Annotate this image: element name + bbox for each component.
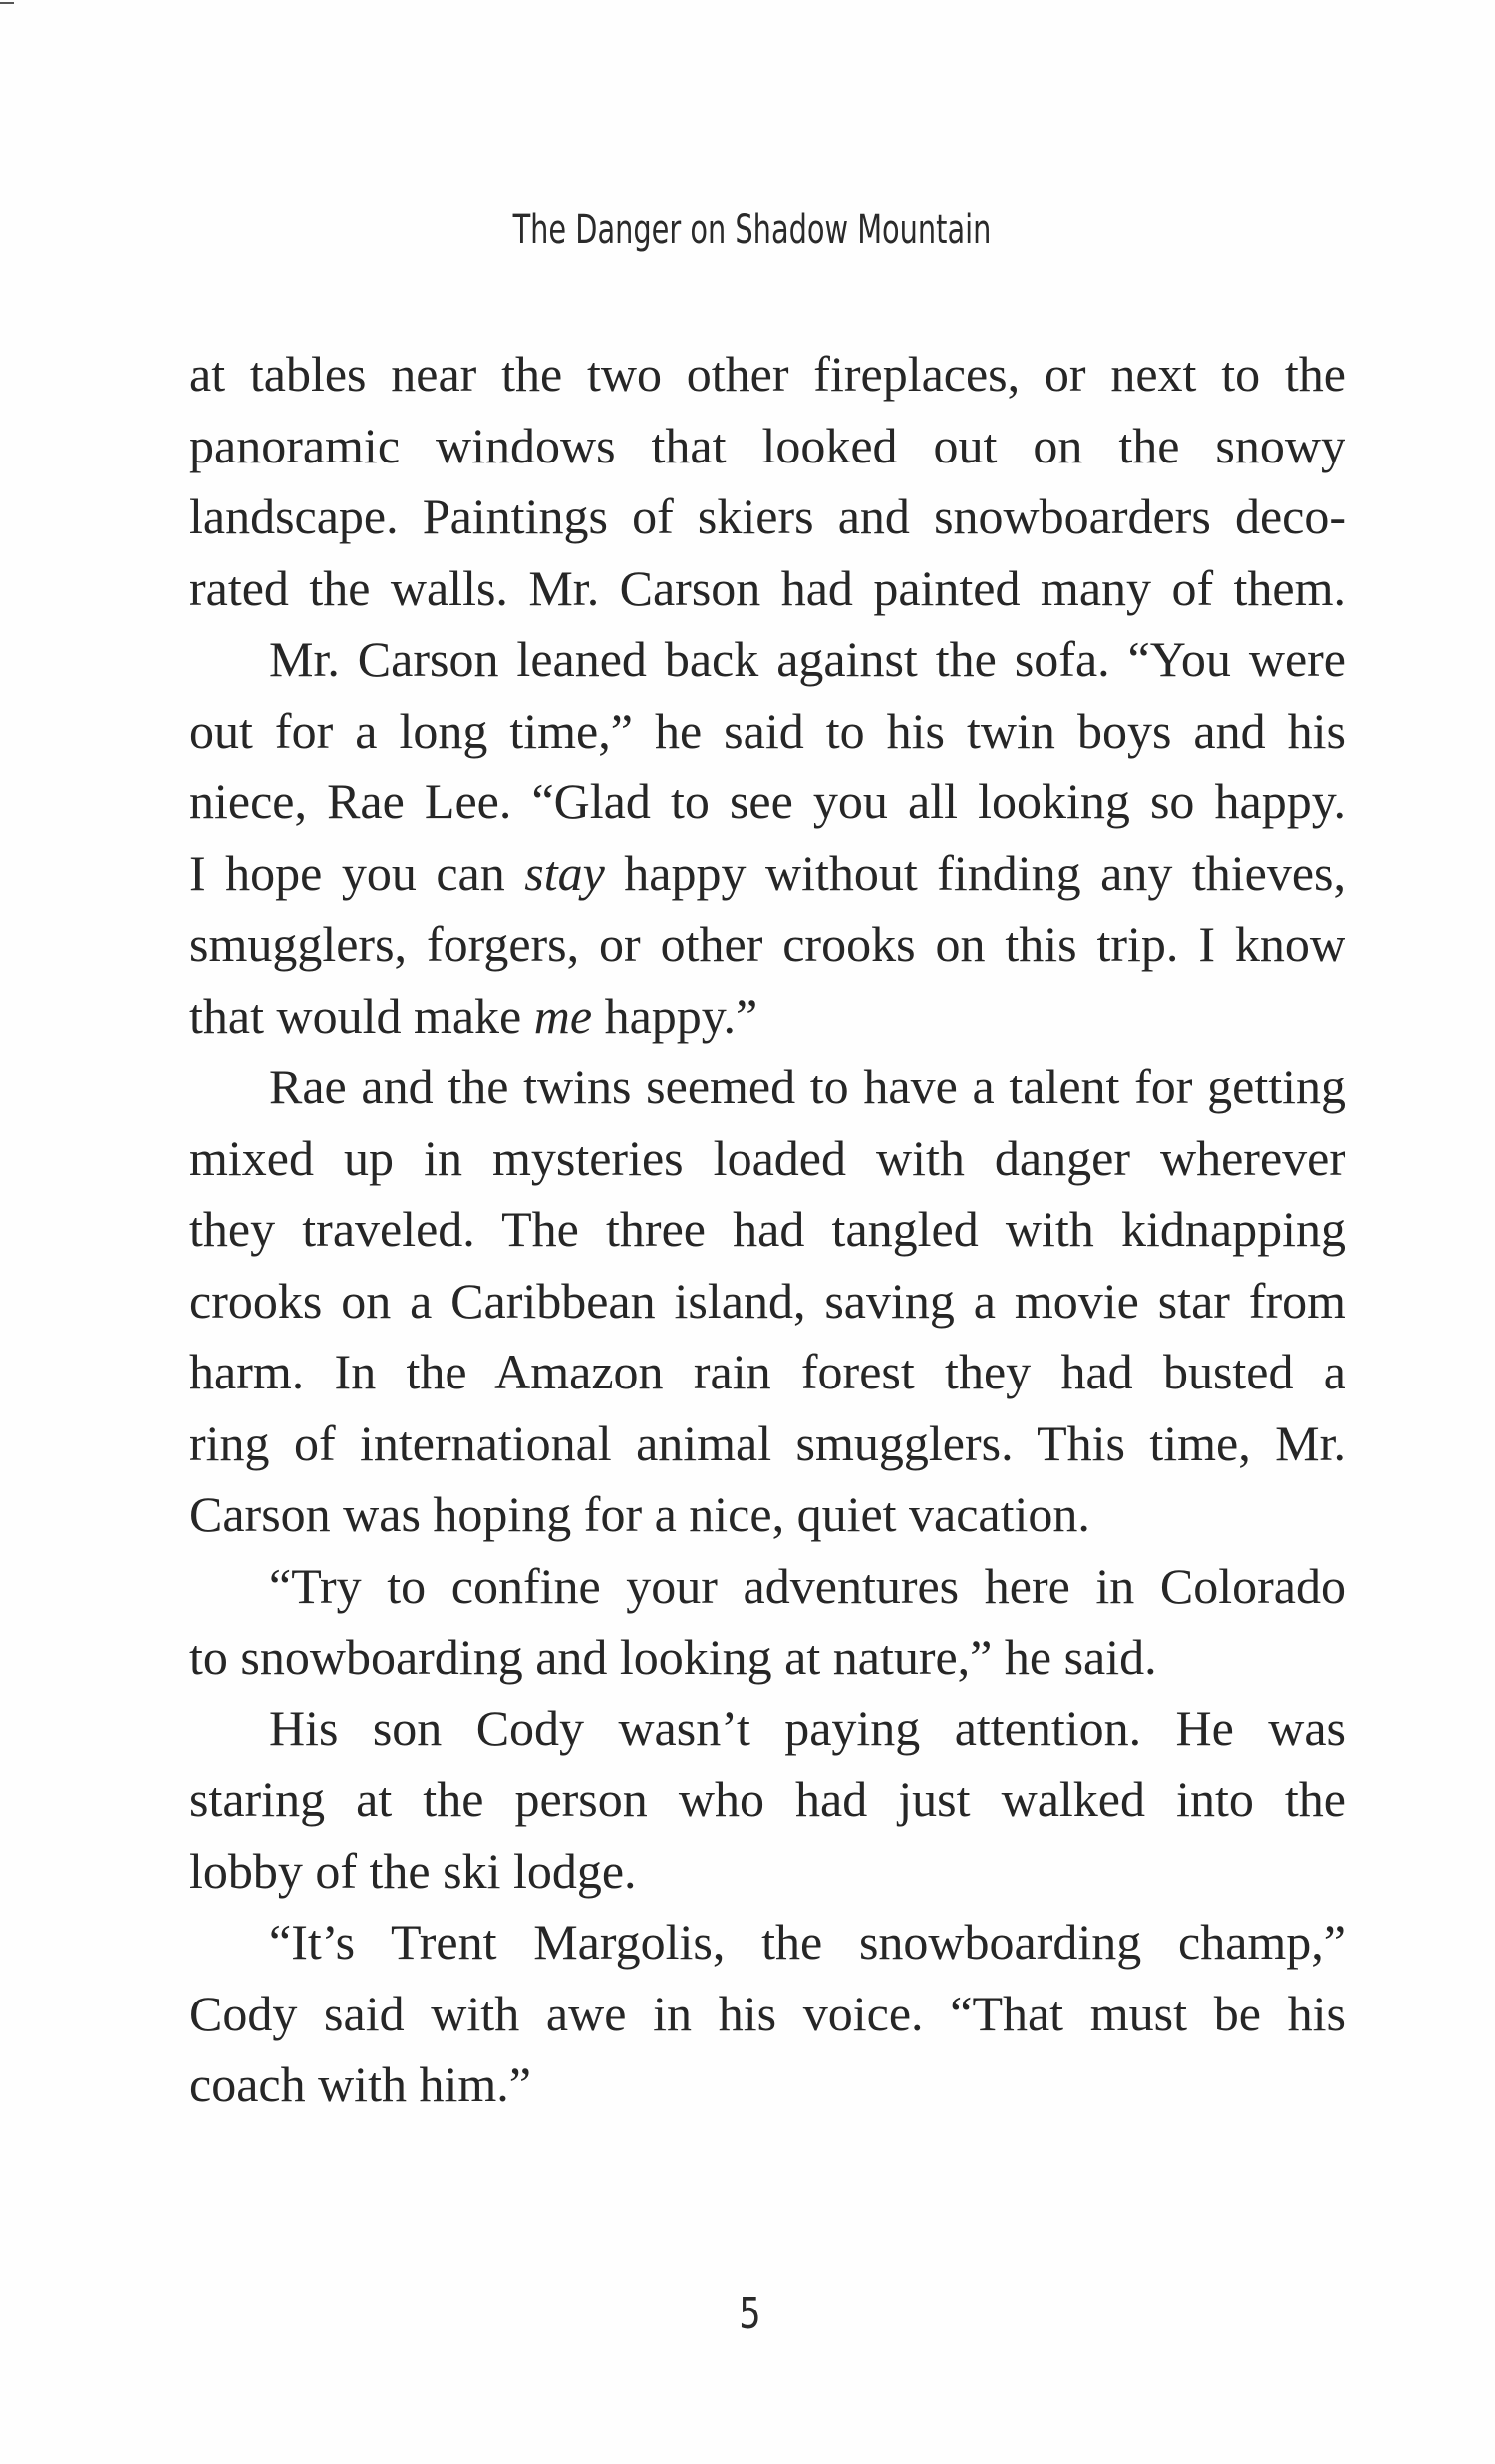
text-fragment: I hope you can [189, 844, 525, 901]
text-line: lobby of the ski lodge. [189, 1842, 637, 1899]
text-line: ring of international animal smugglers. This time, Mr. [189, 1414, 1346, 1471]
page-number: 5 [739, 2289, 761, 2339]
text-line: crooks on a Caribbean island, saving a movie star from [189, 1272, 1346, 1329]
text-line: staring at the person who had just walked into the [189, 1771, 1346, 1827]
text-line: smugglers, forgers, or other crooks on this trip. I know [189, 916, 1346, 972]
text-fragment: happy.” [592, 987, 758, 1044]
text-line: Mr. Carson leaned back against the sofa. “You were [269, 631, 1346, 687]
text-line: Cody said with awe in his voice. “That must be his [189, 1985, 1346, 2041]
text-line: mixed up in mysteries loaded with danger wherever [189, 1129, 1346, 1186]
running-head: The Danger on Shadow Mountain [512, 207, 992, 253]
text-line: His son Cody wasn’t paying attention. He was [269, 1699, 1346, 1756]
text-line: they traveled. The three had tangled with kidnapping [189, 1201, 1346, 1257]
text-line: harm. In the Amazon rain forest they had busted a [189, 1344, 1346, 1399]
text-line: out for a long time,” he said to his twin boys and his [189, 702, 1346, 759]
text-line [189, 838, 1346, 910]
text-line: “Try to confine your adventures here in Colorado [269, 1557, 1346, 1614]
text-line: niece, Rae Lee. “Glad to see you all looking so happy. [189, 773, 1346, 829]
text-fragment: happy without finding any thieves, [604, 844, 1346, 901]
text-line: “It’s Trent Margolis, the snowboarding champ,” [269, 1914, 1346, 1970]
emphasis-me: me [533, 987, 593, 1044]
emphasis-stay: stay [524, 844, 605, 901]
body-text [189, 339, 1346, 2121]
text-fragment: that would make [189, 987, 534, 1044]
text-line: rated the walls. Mr. Carson had painted many of them. [189, 559, 1346, 616]
text-line: Carson was hoping for a nice, quiet vacation. [189, 1486, 1090, 1542]
text-line [189, 981, 1346, 1053]
text-line: at tables near the two other fireplaces, or next to the [189, 346, 1346, 402]
scan-edge-mark [0, 2, 14, 4]
text-line: Rae and the twins seemed to have a talent for getting [269, 1059, 1346, 1114]
text-line: panoramic windows that looked out on the snowy [189, 417, 1346, 473]
text-line: to snowboarding and looking at nature,” he said. [189, 1629, 1157, 1685]
text-line: coach with him.” [189, 2056, 531, 2112]
text-line: landscape. Paintings of skiers and snowboarders deco- [189, 488, 1346, 544]
